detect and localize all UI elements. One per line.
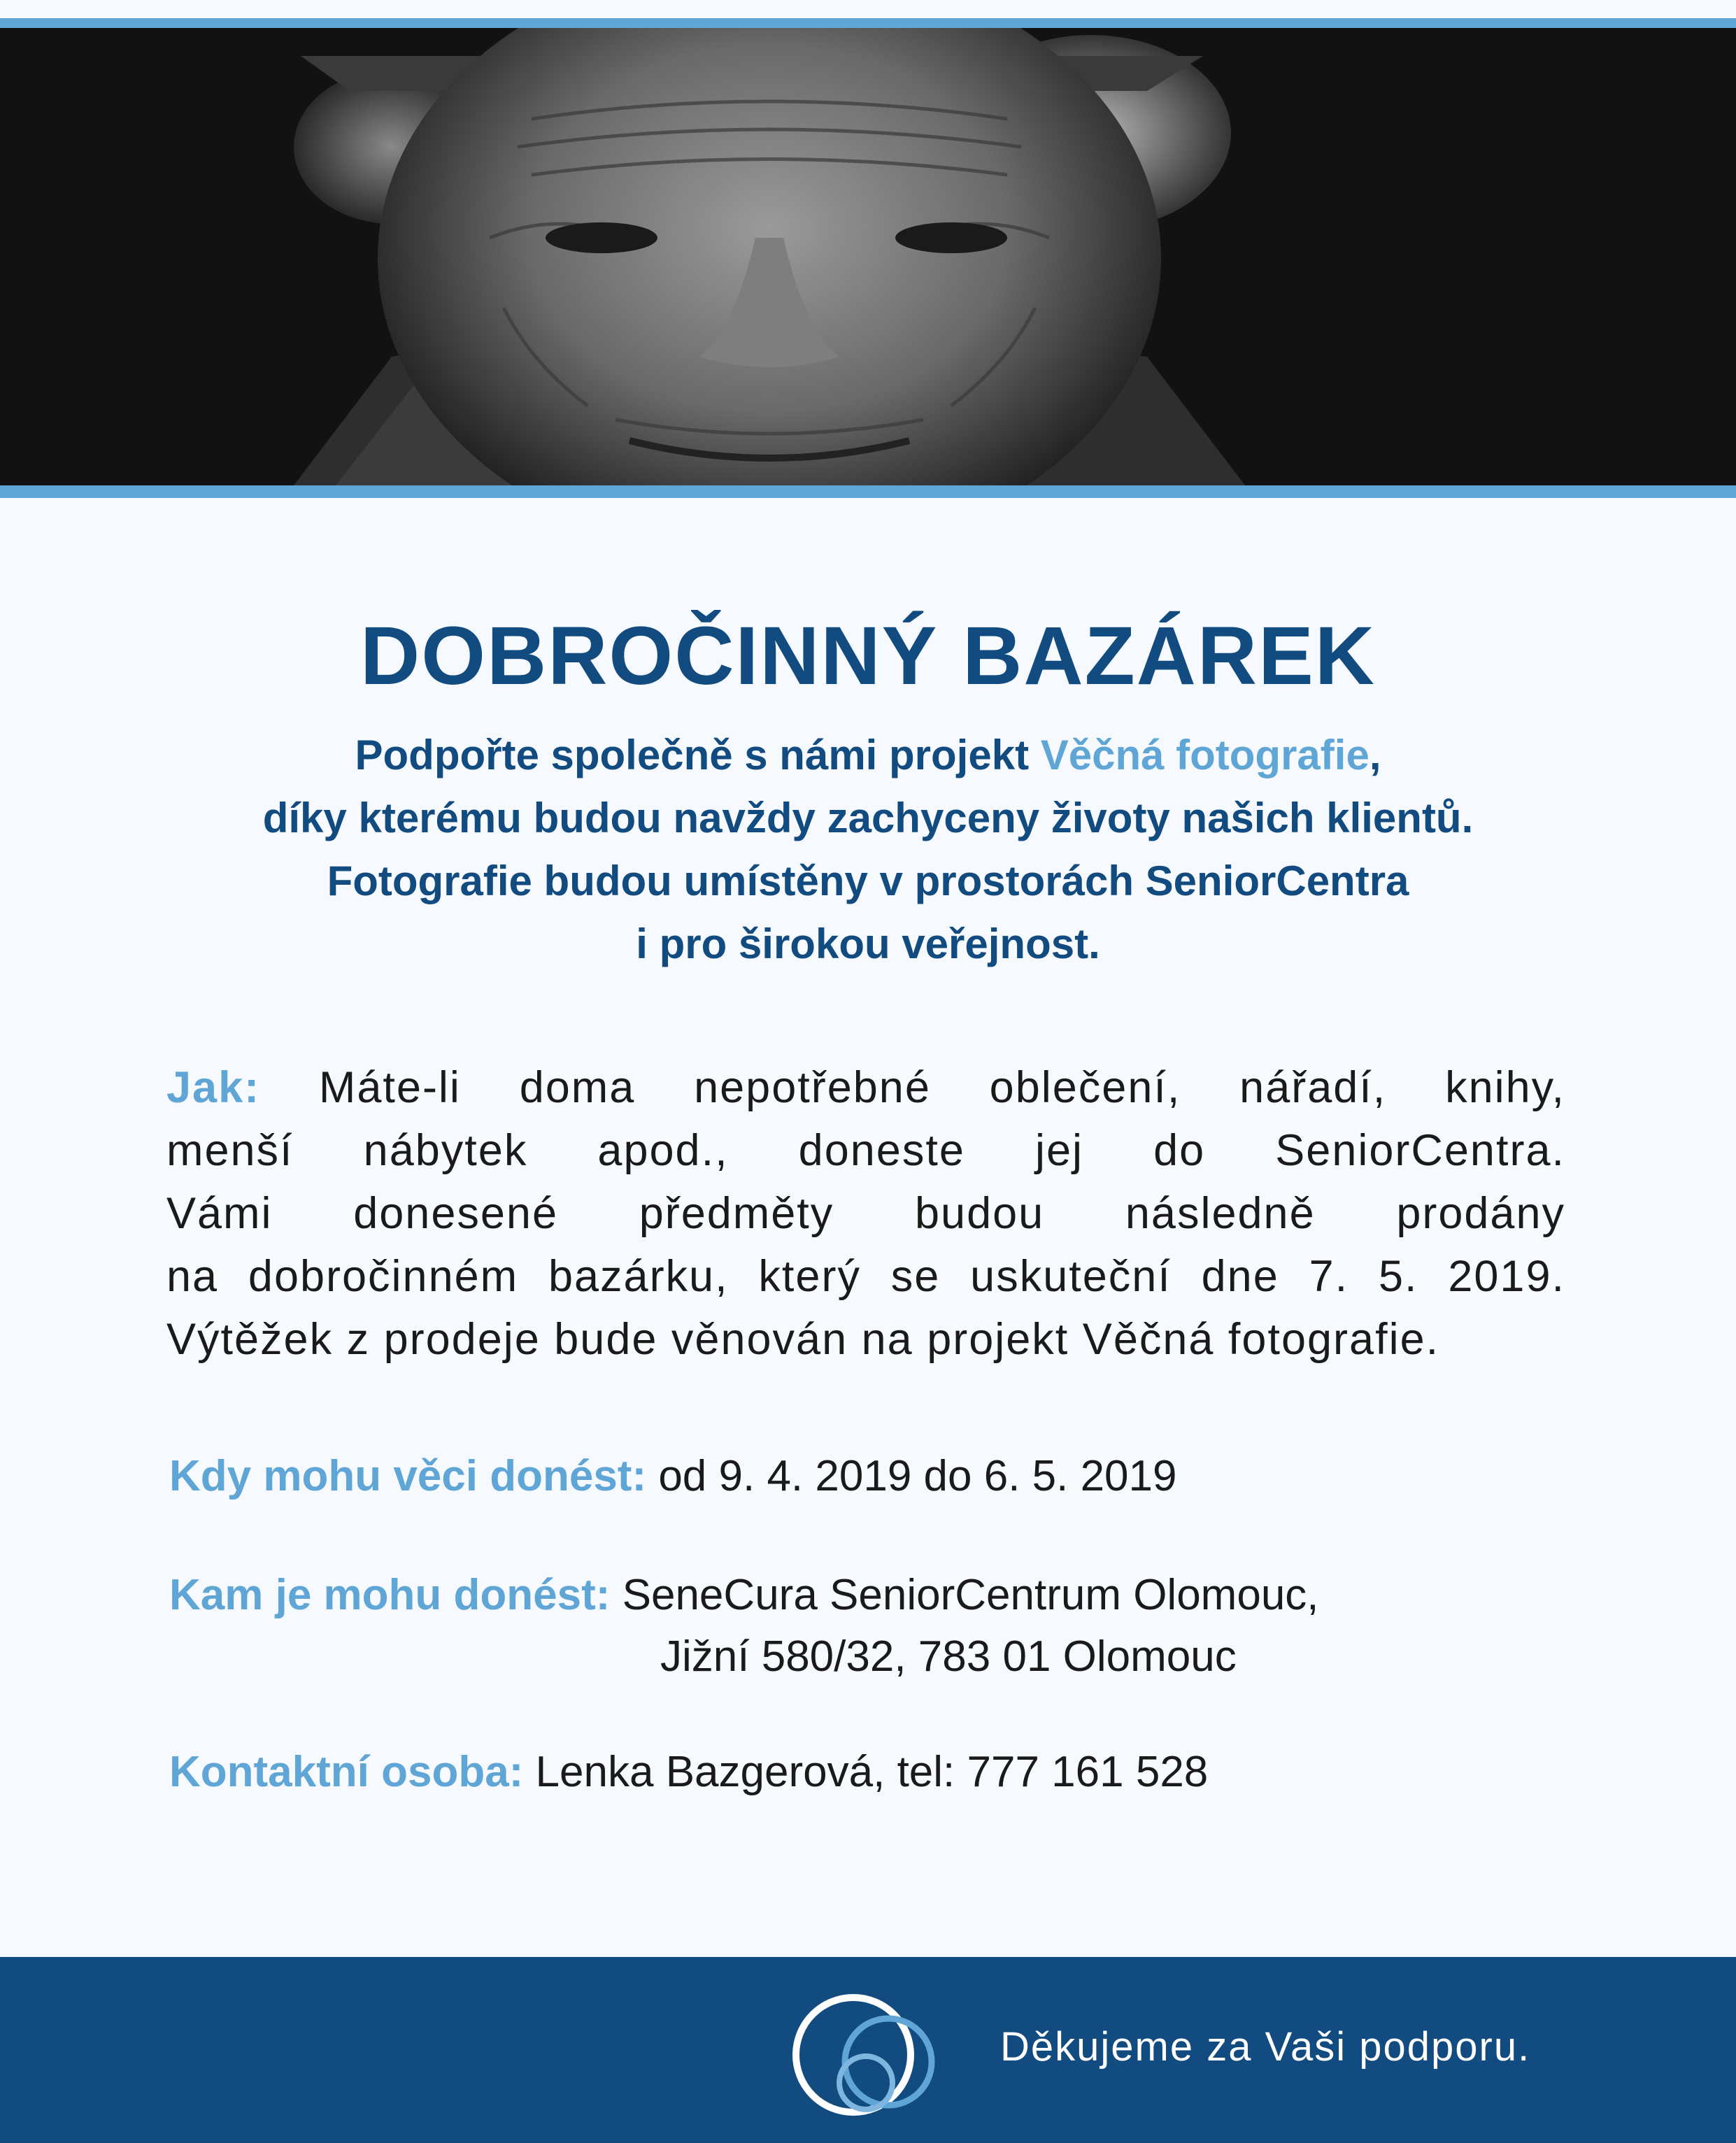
- portrait-elderly-man-image: [0, 28, 1736, 485]
- thank-you-text: Děkujeme za Vaši podporu.: [1000, 2024, 1531, 2070]
- when-row: [169, 1446, 1177, 1507]
- intro-line-4: i pro širokou veřejnost.: [636, 920, 1100, 967]
- senecura-logo-icon: [783, 1985, 951, 2125]
- where-row: [169, 1565, 1319, 1626]
- when-value: od 9. 4. 2019 do 6. 5. 2019: [646, 1452, 1177, 1500]
- top-accent-bar: [0, 18, 1736, 28]
- how-label: Jak:: [166, 1063, 261, 1112]
- contact-value: Lenka Bazgerová, tel: 777 161 528: [523, 1748, 1209, 1796]
- how-line-3: Vámi donesené předměty budou následně prodány: [166, 1189, 1565, 1238]
- where-value-line-1: SeneCura SeniorCentrum Olomouc,: [610, 1571, 1319, 1619]
- intro-paragraph: [70, 724, 1666, 976]
- hero-bottom-accent-bar: [0, 485, 1736, 498]
- how-line-1: Jak: Máte-li doma nepotřebné oblečení, nářadí, knihy,: [166, 1063, 1565, 1112]
- intro-line-2: díky kterému budou navždy zachyceny životy našich klientů.: [262, 795, 1474, 841]
- footer-band: [0, 1957, 1736, 2143]
- when-label: Kdy mohu věci donést:: [169, 1452, 647, 1500]
- intro-line-3: Fotografie budou umístěny v prostorách SeniorCentra: [327, 857, 1409, 904]
- project-name-highlight: Věčná fotografie: [1040, 732, 1369, 778]
- how-section: [166, 1056, 1565, 1371]
- where-label: Kam je mohu donést:: [169, 1571, 611, 1619]
- how-line-2: menší nábytek apod., doneste jej do SeniorCentra.: [166, 1126, 1565, 1175]
- where-value-line-2: Jižní 580/32, 783 01 Olomouc: [660, 1632, 1237, 1681]
- contact-row: [169, 1742, 1208, 1803]
- how-line-4: na dobročinném bazárku, který se uskuteční dne 7. 5. 2019.: [166, 1252, 1565, 1301]
- hero-portrait-photo: [0, 28, 1736, 485]
- intro-line-1: Podpořte společně s námi projekt Věčná fotografie,: [355, 732, 1381, 778]
- contact-label: Kontaktní osoba:: [169, 1748, 524, 1796]
- how-line-5: Výtěžek z prodeje bude věnován na projekt Věčná fotografie.: [166, 1315, 1440, 1364]
- page-title: DOBROČINNÝ BAZÁREK: [360, 610, 1376, 702]
